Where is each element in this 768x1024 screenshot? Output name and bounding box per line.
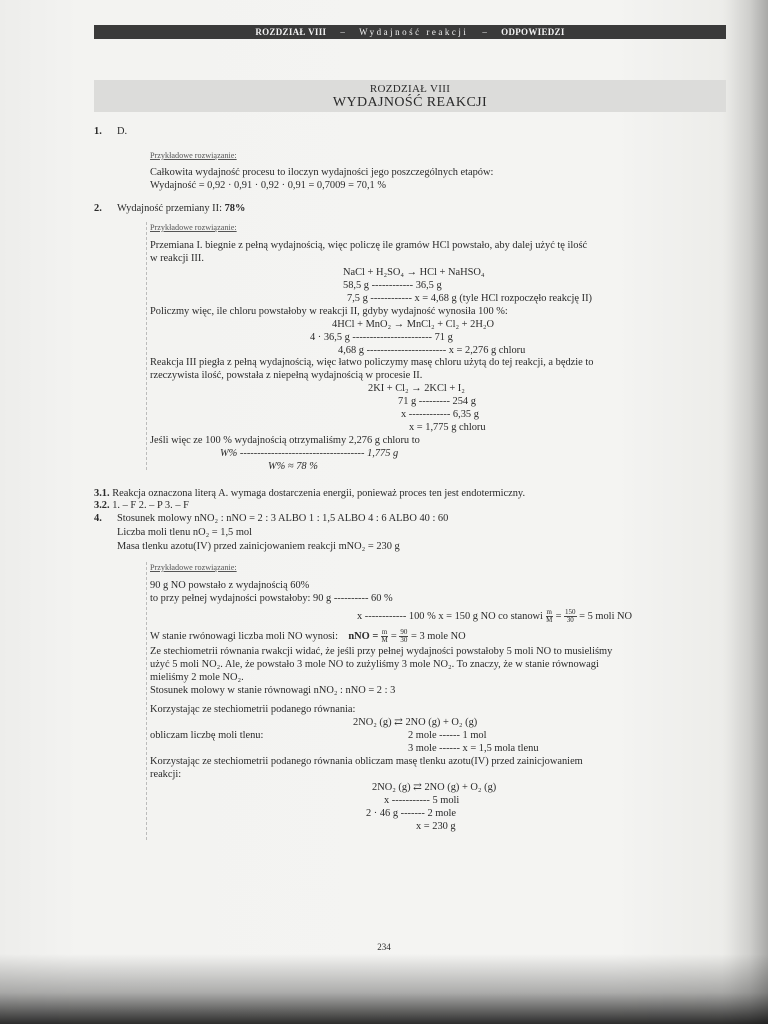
equation-line: 2 · 46 g ------- 2 mole bbox=[366, 808, 457, 819]
q4-line: Korzystając ze stechiometrii podanego równania: bbox=[150, 704, 356, 715]
equation-line: x = 230 g bbox=[416, 821, 456, 832]
q1-line: Wydajność = 0,92 · 0,91 · 0,92 · 0,91 = 0,7009 = 70,1 % bbox=[150, 180, 386, 191]
equation-line: x = 1,775 g chloru bbox=[409, 422, 486, 433]
dashed-margin bbox=[146, 222, 147, 470]
equation: 2NO₂ (g) ⇄ 2NO (g) + O₂ (g) bbox=[372, 782, 497, 793]
header-section: ODPOWIEDZI bbox=[501, 27, 565, 37]
chapter-label: ROZDZIAŁ VIII bbox=[369, 83, 451, 95]
equation-line: 58,5 g ------------ 36,5 g bbox=[343, 280, 442, 291]
page-title: WYDAJNOŚĆ REAKCJI bbox=[332, 95, 488, 110]
running-header bbox=[94, 25, 726, 39]
sample-solution-label: Przykładowe rozwiązanie: bbox=[150, 563, 237, 572]
header-sep: – bbox=[482, 27, 488, 37]
q4-line: 90 g NO powstało z wydajnością 60% bbox=[150, 580, 310, 591]
q4-line: Ze stechiometrii równania rwakcji widać, że jeśli przy pełnej wydajności powstałoby 5 moli NO to musieliśmy bbox=[150, 646, 613, 657]
yield-line: W% ------------------------------------ 1,775 g bbox=[220, 448, 399, 459]
page-gutter-shadow bbox=[722, 0, 768, 1024]
q4-line: to przy pełnej wydajności powstałoby: 90 g ---------- 60 % bbox=[150, 593, 393, 604]
yield-result: W% ≈ 78 % bbox=[268, 461, 318, 472]
q4-line: reakcji: bbox=[150, 769, 182, 780]
q4-line: Stosunek molowy w stanie równowagi nNO₂ : nNO = 2 : 3 bbox=[150, 685, 396, 696]
q2-number: 2. bbox=[94, 203, 102, 214]
q4-line: mieliśmy 2 mole NO₂. bbox=[150, 672, 244, 683]
page-number: 234 bbox=[377, 942, 391, 952]
equation-line: 4,68 g ----------------------- x = 2,276 g chloru bbox=[338, 345, 526, 356]
q4-line: Masa tlenku azotu(IV) przed zainicjowaniem reakcji mNO₂ = 230 g bbox=[117, 541, 400, 552]
q3-2: 3.2. 1. – F 2. – P 3. – F bbox=[94, 500, 189, 511]
fraction: $\frac{m}{M}$ bbox=[546, 608, 553, 624]
header-topic: Wydajność reakcji bbox=[359, 27, 469, 37]
q4-line: x ------------ 100 % x = 150 g NO co stanowi $\frac{m}{M}$ = $\frac{150}{30}$ = 5 moli NO bbox=[357, 608, 633, 624]
fraction: $\frac{90}{30}$ bbox=[400, 628, 408, 644]
equation-line: 2 mole ------ 1 mol bbox=[408, 730, 487, 741]
equation-line: 7,5 g ------------ x = 4,68 g (tyle HCl rozpoczęło reakcję II) bbox=[347, 293, 593, 304]
q2-line: Jeśli więc ze 100 % wydajnością otrzymaliśmy 2,276 g chloru to bbox=[150, 435, 420, 446]
q4-line: Liczba moli tlenu nO₂ = 1,5 mol bbox=[117, 527, 253, 538]
equation: 4HCl + MnO₂ → MnCl₂ + Cl₂ + 2H₂O bbox=[332, 319, 494, 330]
equation: 2NO₂ (g) ⇄ 2NO (g) + O₂ (g) bbox=[353, 717, 478, 728]
q1-number: 1. bbox=[94, 126, 102, 137]
q2-line: Policzmy więc, ile chloru powstałoby w reakcji II, gdyby wydajność wynosiła 100 %: bbox=[150, 306, 508, 317]
sample-solution-label: Przykładowe rozwiązanie: bbox=[150, 151, 237, 160]
header-chapter: ROZDZIAŁ VIII bbox=[255, 27, 327, 37]
scan-bottom-shadow bbox=[0, 954, 768, 1024]
equation: NaCl + H₂SO₄ → HCl + NaHSO₄ bbox=[343, 267, 485, 278]
fraction: $\frac{150}{30}$ bbox=[565, 608, 576, 624]
q3-1: 3.1. Reakcja oznaczona literą A. wymaga dostarczenia energii, ponieważ proces ten jest endotermiczny. bbox=[94, 488, 526, 499]
q2-line: w reakcji III. bbox=[150, 253, 204, 264]
q2-line: rzeczywista ilość, powstała z niepełną wydajnością w procesie II. bbox=[150, 370, 423, 381]
q4-line: użyć 5 moli NO₂. Ale, że powstało 3 mole NO to zużyliśmy 3 mole NO₂. To znaczy, że w stanie równowagi bbox=[150, 659, 599, 670]
q2-answer: Wydajność przemiany II: 78% bbox=[117, 203, 246, 214]
equation-line: 3 mole ------ x = 1,5 mola tlenu bbox=[408, 743, 539, 754]
equation: 2KI + Cl₂ → 2KCl + I₂ bbox=[368, 383, 465, 394]
q2-line: Reakcja III piegła z pełną wydajnością, więc łatwo policzymy masę chloru użytą do tej reakcji, a będzie to bbox=[150, 357, 594, 368]
equation-line: x ------------ 6,35 g bbox=[401, 409, 479, 420]
fraction: $\frac{m}{M}$ bbox=[381, 628, 388, 644]
equation-line: 4 · 36,5 g ----------------------- 71 g bbox=[310, 332, 453, 343]
header-sep: – bbox=[340, 27, 346, 37]
equation-line: x ----------- 5 moli bbox=[384, 795, 460, 806]
q1-answer: D. bbox=[117, 126, 128, 137]
q4-line: Stosunek molowy nNO₂ : nNO = 2 : 3 ALBO 1 : 1,5 ALBO 4 : 6 ALBO 40 : 60 bbox=[117, 513, 449, 524]
chapter-title-box bbox=[94, 80, 726, 112]
q4-number: 4. bbox=[94, 513, 102, 524]
q4-line: Korzystając ze stechiometrii podanego równania obliczam masę tlenku azotu(IV) przed zainicjowaniem bbox=[150, 756, 583, 767]
q1-line: Całkowita wydajność procesu to iloczyn wydajności jego poszczególnych etapów: bbox=[150, 167, 494, 178]
q4-line: obliczam liczbę moli tlenu: bbox=[150, 730, 264, 741]
sample-solution-label: Przykładowe rozwiązanie: bbox=[150, 223, 237, 232]
q2-line: Przemiana I. biegnie z pełną wydajnością, więc policzę ile gramów HCl powstało, aby dalej użyć tę ilość bbox=[150, 240, 588, 251]
equation-line: 71 g --------- 254 g bbox=[398, 396, 476, 407]
q4-line: W stanie rwónowagi liczba moli NO wynosi: nNO = $\frac{m}{M}$ = $\frac{90}{30}$ = 3 mole NO bbox=[150, 628, 466, 644]
dashed-margin bbox=[146, 562, 147, 840]
